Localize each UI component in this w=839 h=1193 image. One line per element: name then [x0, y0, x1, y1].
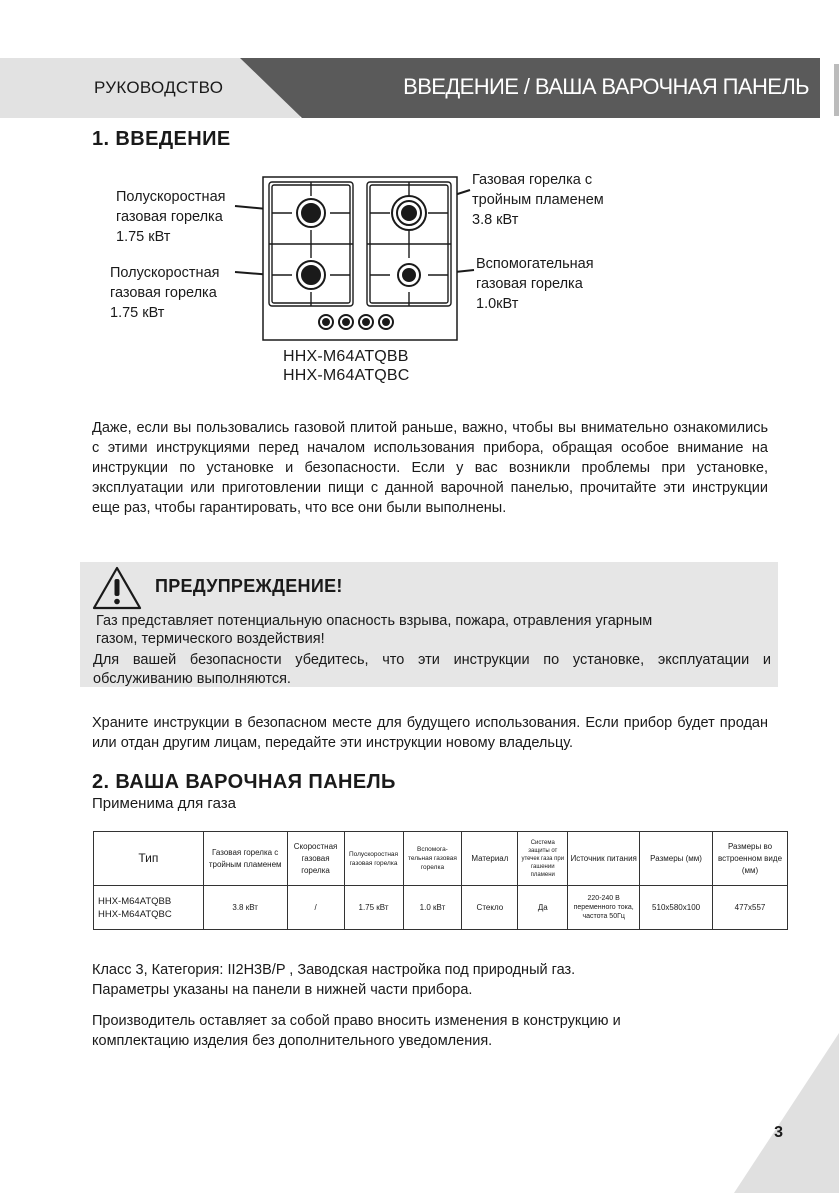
header-triple-burner: Газовая горелка с тройным пламенем [203, 832, 287, 886]
warning-line-3: Для вашей безопасности убедитесь, что эти инструкции по установке, эксплуатации и обслуживанию выполняются. [93, 652, 771, 687]
label-top-left-burner: Полускоростная газовая горелка 1.75 кВт [116, 189, 226, 245]
cell-auxiliary-burner: 1.0 кВт [403, 886, 462, 930]
warning-line-1: Газ представляет потенциальную опасность взрыва, пожара, отравления угарным [96, 613, 653, 629]
header-auxiliary-burner: Вспомога-тельная газовая горелка [403, 832, 462, 886]
header-builtin-dimensions: Размеры во встроенном виде (мм) [713, 832, 788, 886]
hob-diagram [262, 176, 458, 341]
header-gas-protection: Система защиты от утечек газа при гашении пламени [518, 832, 568, 886]
spec-table-row [94, 886, 788, 930]
header-section-title: ВВЕДЕНИЕ / ВАША ВАРОЧНАЯ ПАНЕЛЬ [403, 74, 809, 99]
header-rapid-burner: Скоростная газовая горелка [287, 832, 344, 886]
keep-instructions-paragraph: Храните инструкции в безопасном месте для будущего использования. Если прибор будет продан или отдан другим лицам, передайте эти инструкции новому владельцу. [92, 715, 768, 751]
cell-power-source: 220-240 В переменного тока, частота 50Гц [568, 886, 640, 930]
cell-dimensions: 510x580x100 [640, 886, 713, 930]
hob-outline [263, 177, 457, 340]
spec-table [93, 831, 788, 930]
cell-gas-protection: Да [518, 886, 568, 930]
page-corner-triangle [734, 1033, 839, 1193]
cell-type-model-2: HHX-M64ATQBC [98, 908, 172, 920]
cell-type-model-1: HHX-M64ATQBB [98, 895, 172, 907]
header-semi-rapid-burner: Полускоростная газовая горелка [344, 832, 403, 886]
section-2-title: 2. ВАША ВАРОЧНАЯ ПАНЕЛЬ [92, 771, 396, 793]
section-1-title: 1. ВВЕДЕНИЕ [92, 128, 231, 150]
model-name-2: HHX-M64ATQBC [283, 367, 410, 384]
cell-triple-burner: 3.8 кВт [203, 886, 287, 930]
cell-rapid-burner: / [287, 886, 344, 930]
spec-table-header-row [94, 832, 788, 886]
label-bottom-left-burner: Полускоростная газовая горелка 1.75 кВт [110, 265, 220, 321]
header-power-source: Источник питания [568, 832, 640, 886]
label-top-right-burner: Газовая горелка с тройным пламенем 3.8 кВт [472, 172, 604, 228]
section-2-subtitle: Применима для газа [92, 795, 236, 812]
cell-builtin-dimensions: 477x557 [713, 886, 788, 930]
cell-semi-rapid-burner: 1.75 кВт [344, 886, 403, 930]
page-number: 3 [774, 1124, 783, 1141]
burner-bottom-left [297, 261, 325, 289]
class-category-line: Класс 3, Категория: II2H3B/P , Заводская настройка под природный газ. [92, 962, 576, 978]
label-bottom-right-burner: Вспомогательная газовая горелка 1.0кВт [476, 256, 594, 312]
burner-bottom-right-aux [398, 264, 420, 286]
header-type: Тип [94, 832, 204, 886]
model-name-1: HHX-M64ATQBB [283, 348, 409, 365]
header-material: Материал [462, 832, 518, 886]
cell-type [94, 886, 204, 930]
header-dimensions: Размеры (мм) [640, 832, 713, 886]
warning-icon [92, 566, 142, 610]
manufacturer-rights-paragraph: Производитель оставляет за собой право вносить изменения в конструкцию и комплектацию изделия без дополнительного уведомления. [92, 1013, 621, 1049]
intro-paragraph: Даже, если вы пользовались газовой плитой раньше, важно, чтобы вы внимательно ознакомились с этими инструкциями перед началом использования прибора, обращая особое внимание на инструкции по установке и безопасности. Если у вас возникли проблемы при установке, эксплуатации или приготовлении пищи с данной варочной панелью, прочитайте эти инструкции еще раз, чтобы гарантировать, что все они были выполнены. [92, 420, 768, 516]
burner-top-right-triple [392, 196, 426, 230]
header-manual-label: РУКОВОДСТВО [94, 78, 224, 97]
warning-line-2: газом, термического воздействия! [96, 631, 325, 647]
burner-top-left [297, 199, 325, 227]
parameters-location-line: Параметры указаны на панели в нижней части прибора. [92, 982, 473, 998]
warning-title: ПРЕДУПРЕЖДЕНИЕ! [155, 576, 343, 596]
cell-material: Стекло [462, 886, 518, 930]
